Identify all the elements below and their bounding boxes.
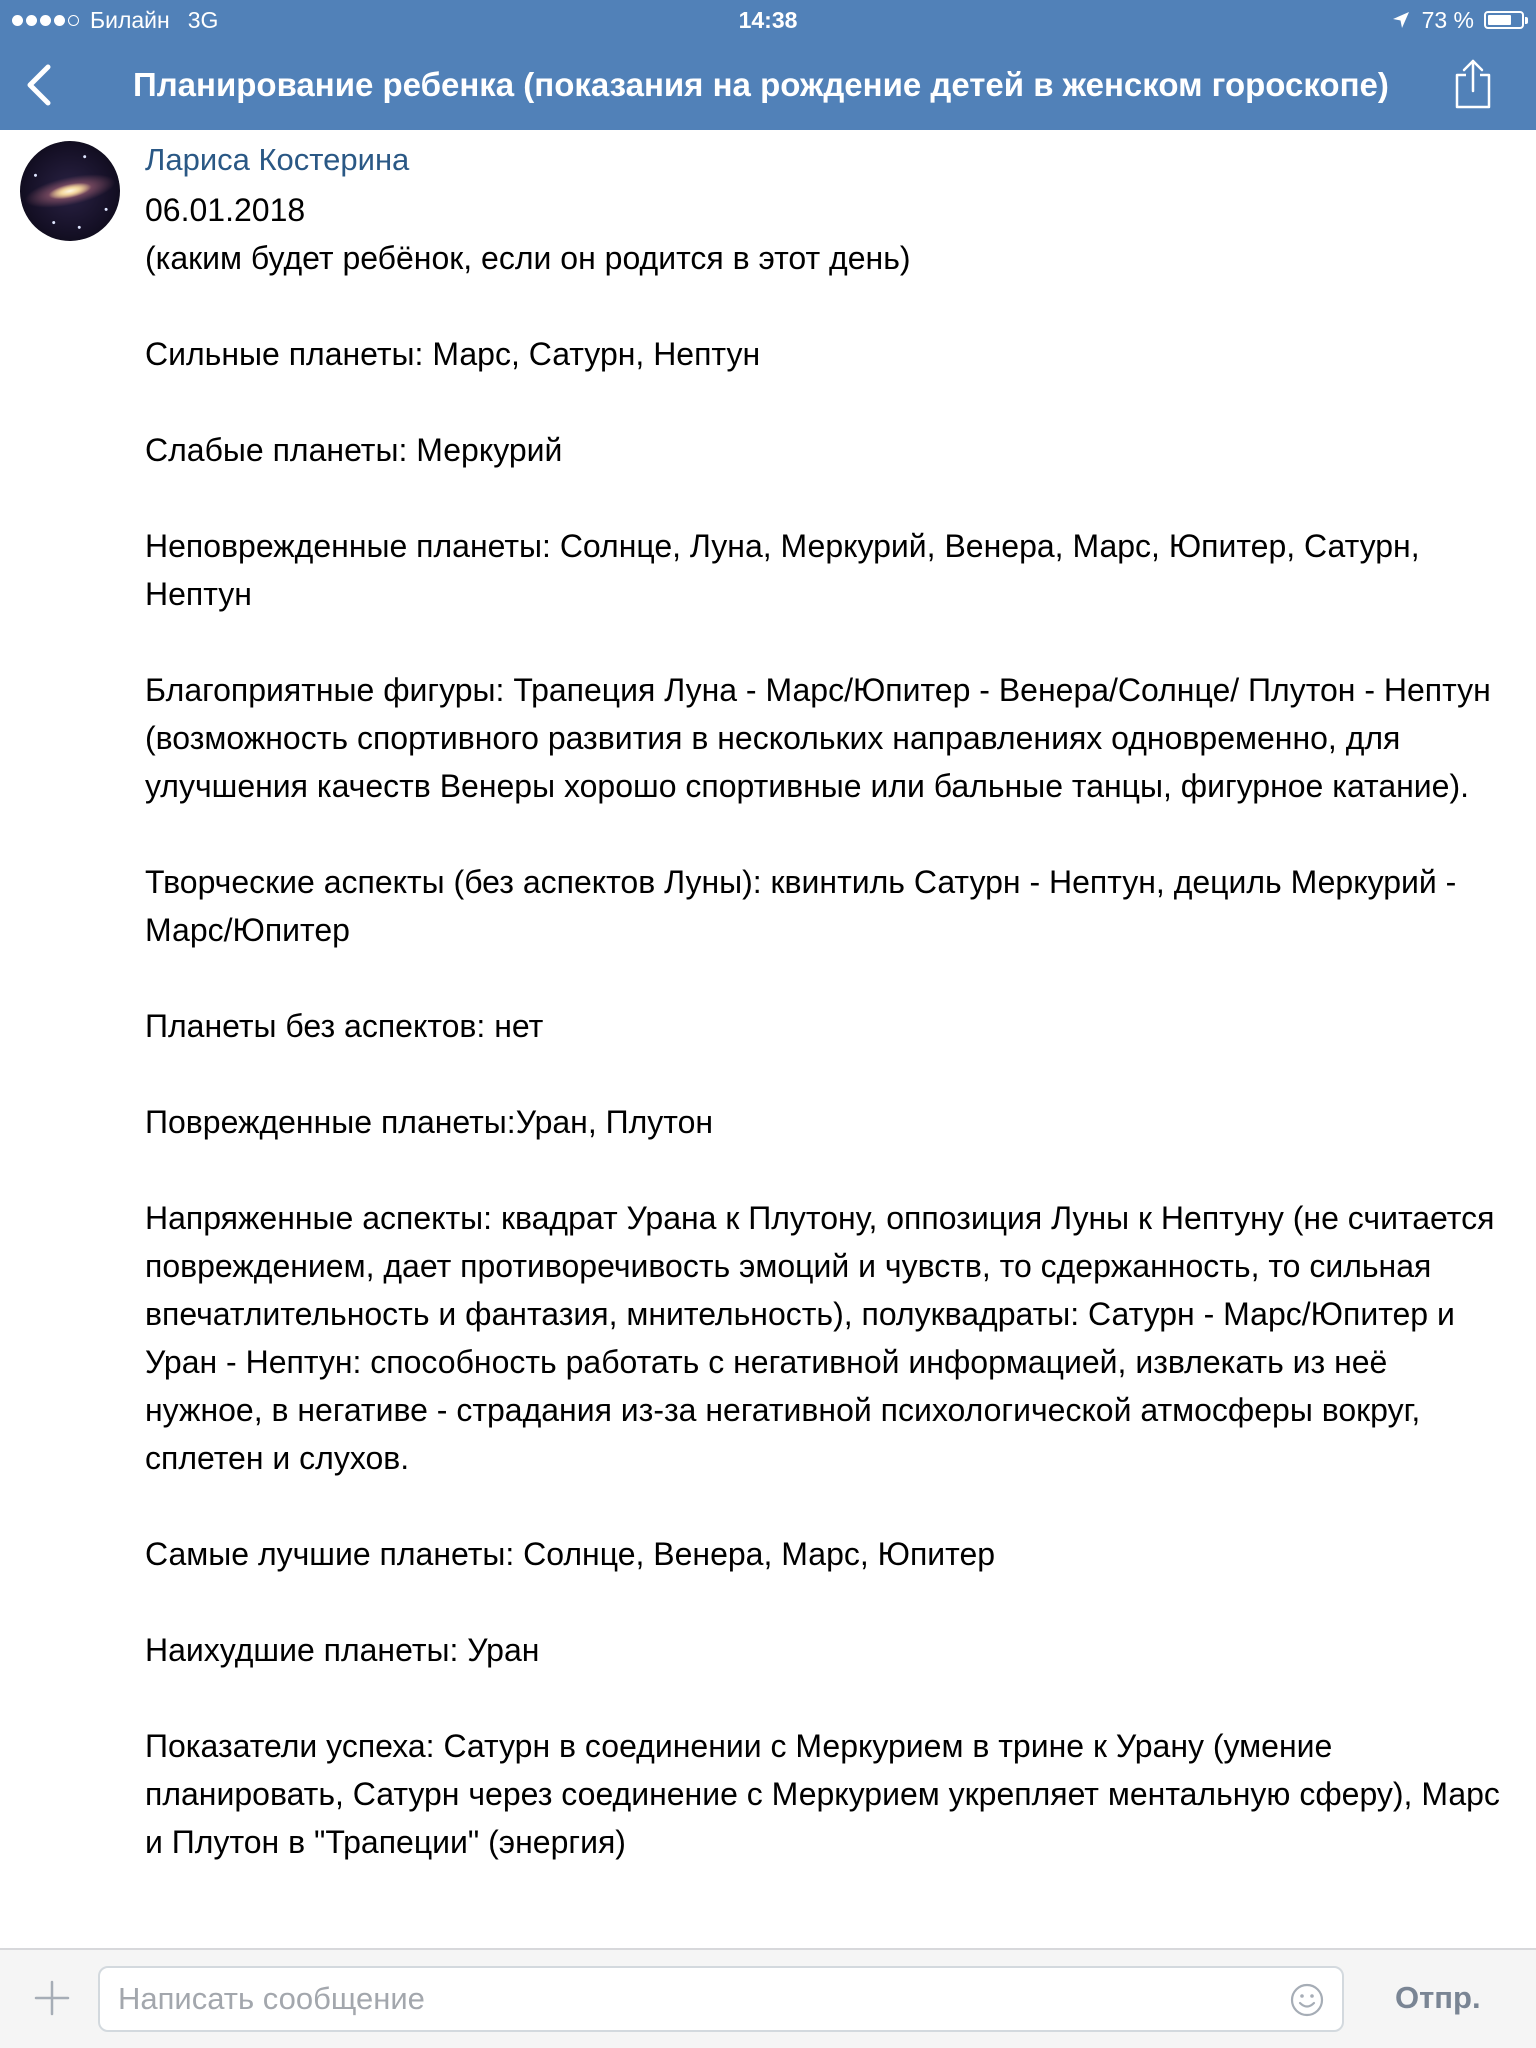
avatar[interactable]: [11, 132, 130, 251]
message-paragraph: Показатели успеха: Сатурн в соединении с Меркурием в трине к Урану (умение планировать, Сатурн через соединение с Меркурием укрепляет ментальную сферу), Марс и Плутон в "Трапеции" (энергия): [145, 1728, 1500, 1860]
status-right: [1392, 0, 1524, 40]
plus-icon: [32, 1978, 72, 2018]
message-composer: [0, 1948, 1536, 2048]
status-bar: [0, 0, 1536, 40]
author-name[interactable]: Лариса Костерина: [145, 142, 410, 177]
avatar-star: [104, 208, 108, 212]
message-paragraph: Неповрежденные планеты: Солнце, Луна, Меркурий, Венера, Марс, Юпитер, Сатурн, Нептун: [145, 528, 1420, 612]
network-type: 3G: [187, 7, 219, 33]
attach-button[interactable]: [32, 1978, 72, 2018]
message-date: 06.01.2018: [145, 192, 306, 228]
message: [0, 130, 1536, 1948]
message-subtitle: (каким будет ребёнок, если он родится в этот день): [145, 240, 911, 276]
share-icon: [1453, 58, 1493, 110]
share-button[interactable]: [1448, 54, 1498, 114]
emoji-button[interactable]: [1290, 1983, 1324, 2017]
battery-level: [1488, 15, 1511, 25]
avatar-star: [83, 155, 87, 159]
smiley-icon: [1290, 1983, 1324, 2017]
message-paragraph: Слабые планеты: Меркурий: [145, 432, 563, 468]
carrier-name: Билайн: [90, 7, 170, 33]
message-paragraph: Планеты без аспектов: нет: [145, 1008, 544, 1044]
back-button[interactable]: [14, 58, 64, 112]
message-paragraph: Самые лучшие планеты: Солнце, Венера, Марс, Юпитер: [145, 1536, 996, 1572]
message-paragraph: Творческие аспекты (без аспектов Луны): квинтиль Сатурн - Нептун, дециль Меркурий - Марс/Юпитер: [145, 864, 1457, 948]
message-input-container: [98, 1966, 1344, 2032]
message-input[interactable]: [118, 1968, 1268, 2030]
message-paragraph: Благоприятные фигуры: Трапеция Луна - Марс/Юпитер - Венера/Солнце/ Плутон - Нептун (возможность спортивного развития в нескольких направлениях одновременно, для улучшения качеств Венеры хорошо спортивные или бальные танцы, фигурное катание).: [145, 672, 1491, 804]
battery-icon: [1484, 11, 1524, 29]
chevron-left-icon: [24, 63, 54, 107]
send-button[interactable]: Отпр.: [1395, 1980, 1481, 2015]
location-arrow-icon: [1392, 11, 1410, 29]
avatar-star: [77, 226, 81, 230]
clock: 14:38: [738, 7, 798, 33]
message-paragraph: Сильные планеты: Марс, Сатурн, Нептун: [145, 336, 761, 372]
message-paragraph: Поврежденные планеты:Уран, Плутон: [145, 1104, 714, 1140]
navigation-bar: [0, 40, 1536, 130]
message-paragraph: Напряженные аспекты: квадрат Урана к Плутону, оппозиция Луны к Нептуну (не считается повреждением, дает противоречивость эмоций и чувств, то сдержанность, то сильная впечатлительность и фантазия, мнительность), полуквадраты: Сатурн - Марс/Юпитер и Уран - Нептун: способность работать с негативной информацией, извлекать из неё нужное, в негативе - страдания из-за негативной психологической атмосферы вокруг, сплетен и слухов.: [145, 1200, 1495, 1476]
top-bar: [0, 0, 1536, 130]
avatar-star: [52, 221, 56, 225]
message-paragraph: Наихудшие планеты: Уран: [145, 1632, 540, 1668]
page-title: Планирование ребенка (показания на рождение детей в женском гороскопе): [133, 66, 1389, 103]
message-text: [145, 186, 1505, 1914]
avatar-star: [34, 174, 38, 178]
battery-percent: 73 %: [1421, 7, 1474, 33]
